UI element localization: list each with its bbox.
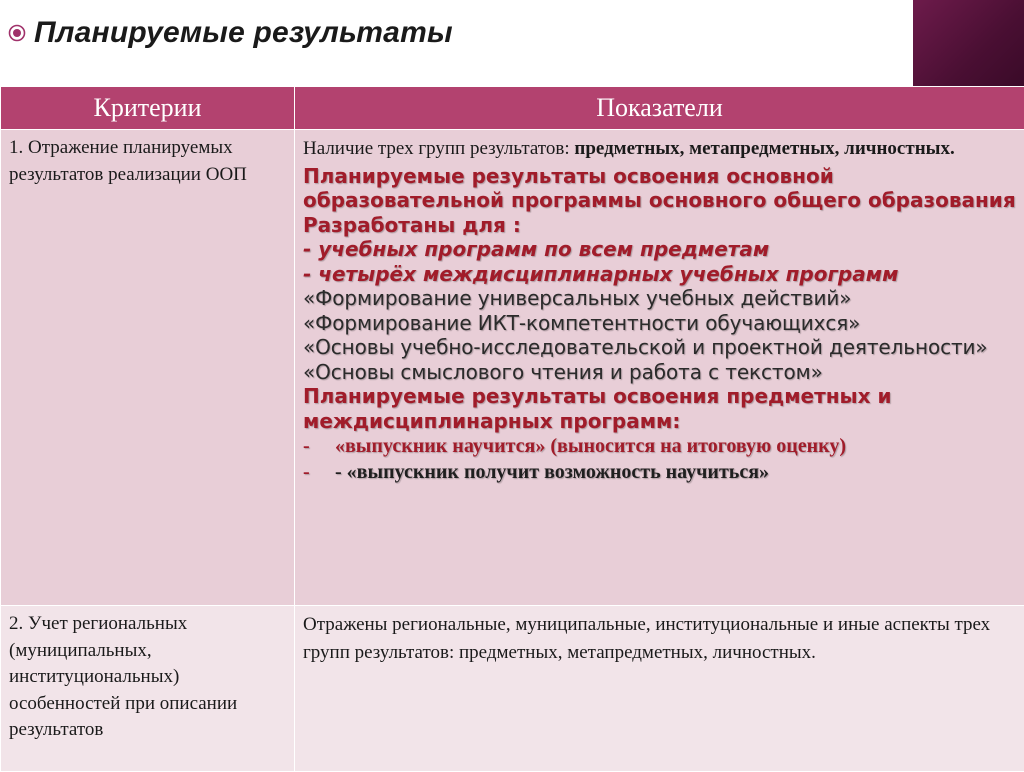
planned-subject-heading: Планируемые результаты освоения предметных и междисциплинарных программ: [303,384,1016,433]
indicator-cell [295,130,1024,606]
title-row [8,8,453,58]
developed-for: Разработаны для : [303,213,1016,238]
table-row [1,606,1024,772]
planned-heading: Планируемые результаты освоения основной образовательной программы основного общего образования [303,164,1016,213]
bullet-item [303,459,1016,485]
table-header-row [1,87,1024,130]
header-criteria: Критерии [1,87,295,130]
indicator-text: Отражены региональные, муниципальные, институциональные и иные аспекты трех групп результатов: предметных, метапредметных, личностных. [303,611,1016,666]
criterion-cell [1,606,295,772]
indicator-lead [303,135,1016,163]
decorative-corner-block [913,0,1024,86]
bullet-dash: - [303,433,335,459]
criterion-text: 2. Учет региональных (муниципальных, институциональных) особенностей при описании результатов [9,611,286,744]
bullet-text: «выпускник научится» (выносится на итоговую оценку) [335,435,846,457]
criterion-cell [1,130,295,606]
program-item: «Формирование универсальных учебных действий» [303,286,1016,311]
indicator-cell [295,606,1024,772]
lead-bold-text: предметных, метапредметных, личностных. [574,138,954,159]
program-item: «Формирование ИКТ-компетентности обучающихся» [303,311,1016,336]
bullet-dash: - [303,459,335,485]
lead-plain-text: Наличие трех групп результатов: [303,138,574,159]
program-item: «Основы учебно-исследовательской и проектной деятельности» [303,335,1016,360]
page-title: Планируемые результаты [34,16,453,50]
bullet-text: - «выпускник получит возможность научиться» [335,461,769,483]
results-table [0,86,1024,772]
circle-bullet-icon [8,24,26,42]
bullet-item [303,433,1016,459]
criterion-text: 1. Отражение планируемых результатов реализации ООП [9,135,286,188]
header-indicators: Показатели [295,87,1024,130]
item-interdisciplinary: - четырёх междисциплинарных учебных программ [303,262,1016,287]
item-subjects: - учебных программ по всем предметам [303,237,1016,262]
table-row [1,130,1024,606]
program-item: «Основы смыслового чтения и работа с текстом» [303,360,1016,385]
